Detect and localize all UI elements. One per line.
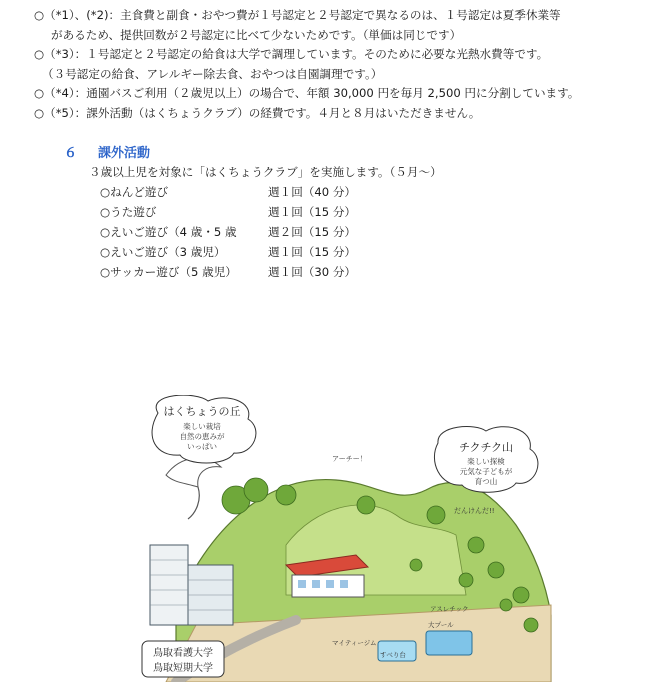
bubble-left-line: 楽しい栽培 [183, 422, 221, 431]
note-5: ○（*5）：課外活動（はくちょうクラブ）の経費です。４月と８月はいただきません。 [34, 105, 481, 120]
section-title: 課外活動 [98, 146, 151, 161]
label-big-pool: 大プール [428, 621, 454, 629]
pool-icon [426, 631, 472, 655]
activity-frequency: 週２回（15 分） [268, 225, 357, 239]
label-mighty-gym: マイティージム [332, 639, 377, 647]
note-3: ○（*3）：１号認定と２号認定の給食は大学で調理しています。そのために必要な光熱水費等です。 [34, 47, 549, 62]
note-1-cont: があるため、提供回数が２号認定に比べて少ないためです。（単価は同じです） [51, 27, 462, 42]
campus-illustration [136, 395, 556, 682]
bubble-right-title: チクチク山 [458, 441, 514, 454]
section-number: ６ [64, 146, 78, 161]
bubble-right-line: 楽しい探検 [467, 457, 505, 466]
label-athletic: アスレチック [430, 605, 469, 613]
activity-name: ○えいご遊び（4 歳・5 歳 [100, 225, 237, 239]
activity-name: ○サッカー遊び（5 歳児） [100, 265, 237, 279]
label-achi: アーチー！ [332, 455, 367, 463]
bubble-left-title: はくちょうの丘 [163, 405, 241, 418]
section-heading [64, 142, 150, 161]
bubble-right-line: 育つ山 [474, 477, 498, 486]
activity-name: ○うた遊び [100, 205, 157, 219]
activity-frequency: 週１回（40 分） [268, 185, 357, 199]
activity-name: ○ねんど遊び [100, 185, 169, 199]
bubble-right-line: 元気な子どもが [459, 467, 513, 476]
label-slide: すべり台 [380, 651, 406, 659]
section-intro: ３歳以上児を対象に「はくちょうクラブ」を実施します。（５月～） [89, 165, 442, 179]
activity-frequency: 週１回（30 分） [268, 265, 357, 279]
fee-notes [34, 6, 634, 124]
campus-map-drawing [136, 395, 556, 682]
note-3-cont: （３号認定の給食、アレルギー除去食、おやつは自園調理です。） [42, 66, 383, 81]
note-4: ○（*4）：通園バスご利用（２歳児以上）の場合で、年額 30,000 円を毎月 2,500 円に分割しています。 [34, 86, 580, 101]
activity-frequency: 週１回（15 分） [268, 205, 357, 219]
activity-name: ○えいご遊び（3 歳児） [100, 245, 226, 259]
note-1: ○（*1）、(*2)：主食費と副食・おやつ費が１号認定と２号認定で異なるのは、１号認定は夏季休業等 [34, 8, 561, 22]
label-danken: だんけんだ!! [454, 507, 495, 515]
bubble-left-line: 自然の恵みが [179, 432, 225, 441]
college-name: 鳥取短期大学 [153, 663, 213, 674]
university-name: 鳥取看護大学 [153, 648, 213, 659]
activity-frequency: 週１回（15 分） [268, 245, 357, 259]
bubble-left-line: いっぱい [187, 442, 217, 451]
